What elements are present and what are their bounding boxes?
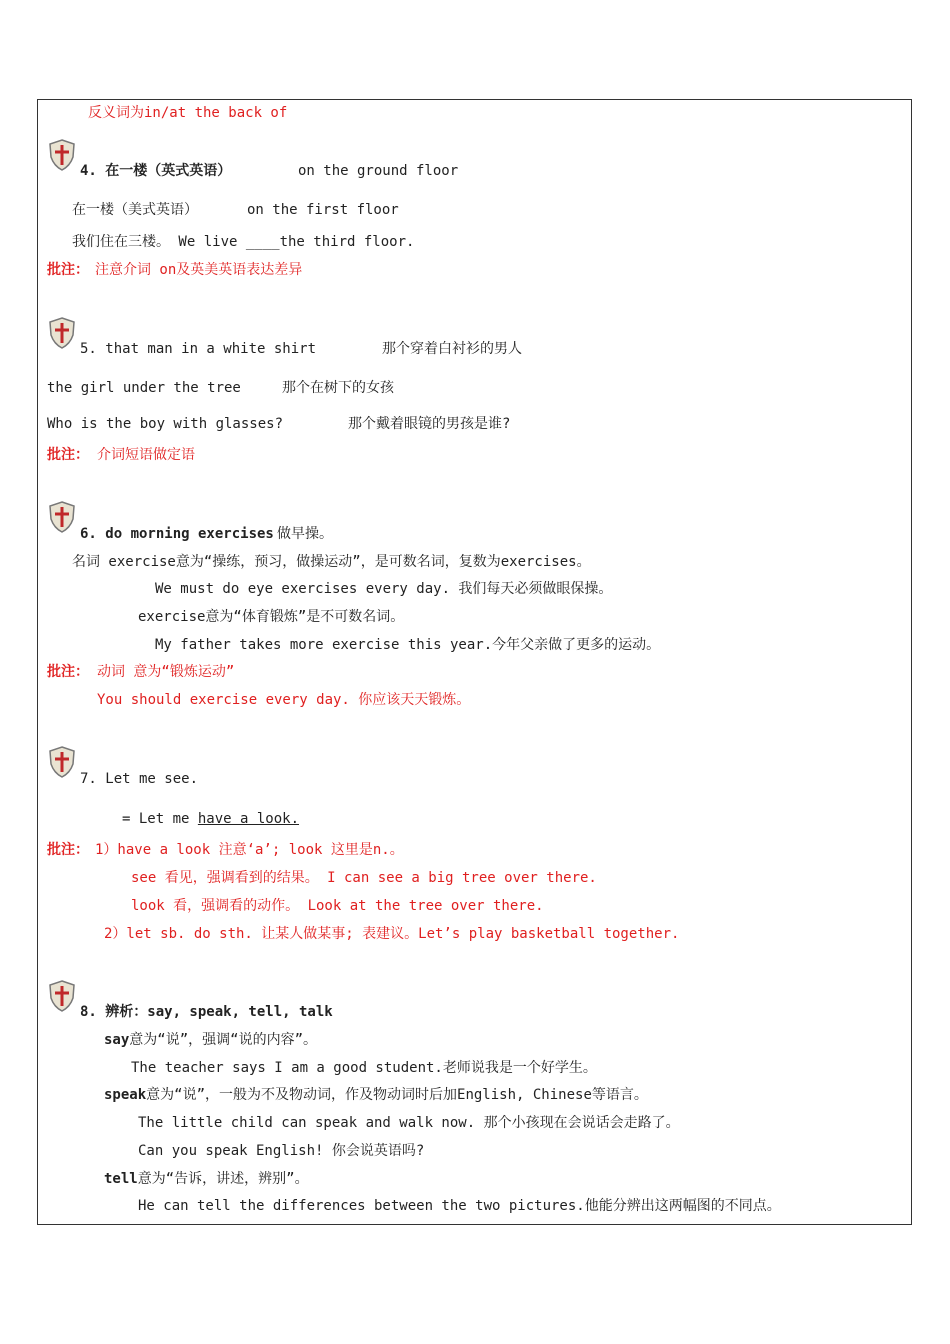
item-5-example: the girl under the tree: [47, 380, 241, 396]
item-5-example: Who is the boy with glasses?: [47, 416, 284, 432]
item-6-heading: 6. do morning exercises: [80, 526, 274, 542]
annotation-text: look 看，强调看的动作。 Look at the tree over there.: [131, 898, 544, 914]
shield-cross-icon: [49, 139, 75, 171]
item-6-line: exercise意为“体育锻炼”是不可数名词。: [138, 609, 405, 625]
annotation-label: 批注：: [47, 664, 89, 680]
item-6-line: We must do eye exercises every day. 我们每天必须做眼保操。: [155, 581, 613, 597]
item-6-chinese: 做早操。: [277, 526, 333, 542]
item-8-line: The little child can speak and walk now. 那个小孩现在会说话会走路了。: [138, 1115, 680, 1131]
item-8-heading: 8. 辨析：say, speak, tell, talk: [80, 1004, 333, 1020]
shield-cross-icon: [49, 501, 75, 533]
antonym-note: 反义词为in/at the back of: [88, 105, 288, 121]
item-5-chinese: 那个穿着白衬衫的男人: [382, 341, 522, 357]
item-8-line: [104, 1170, 309, 1188]
definition: 意为“说”，强调“说的内容”。: [129, 1032, 318, 1048]
item-8-line: [104, 1031, 317, 1049]
keyword: say: [104, 1032, 130, 1048]
shield-cross-icon: [49, 746, 75, 778]
annotation-label: 批注：: [47, 262, 89, 278]
item-8-line: [104, 1086, 648, 1104]
item-8-line: He can tell the differences between the two pictures.他能分辨出这两幅图的不同点。: [138, 1198, 781, 1214]
item-4-english: on the ground floor: [298, 163, 459, 179]
item-5-heading: 5. that man in a white shirt: [80, 341, 317, 357]
item-7-equivalent-text: = Let me: [122, 811, 198, 827]
item-4-exercise: 我们住在三楼。 We live ____the third floor.: [72, 234, 415, 250]
definition: 意为“说”，一般为不及物动词，作及物动词时后加English, Chinese等语言。: [146, 1087, 648, 1103]
item-8-line: The teacher says I am a good student.老师说我是一个好学生。: [131, 1060, 597, 1076]
item-6-line: 名词 exercise意为“操练，预习，做操运动”，是可数名词，复数为exercises。: [72, 554, 591, 570]
keyword: tell: [104, 1171, 138, 1187]
item-5-example-chinese: 那个戴着眼镜的男孩是谁?: [348, 416, 511, 432]
shield-cross-icon: [49, 317, 75, 349]
item-5-example-chinese: 那个在树下的女孩: [282, 380, 394, 396]
item-6-line: My father takes more exercise this year.今年父亲做了更多的运动。: [155, 637, 661, 653]
annotation-text: 1）have a look 注意‘a’; look 这里是n.。: [95, 842, 404, 858]
annotation-text: 动词 意为“锻炼运动”: [97, 664, 235, 680]
annotation-label: 批注：: [47, 447, 89, 463]
item-7-equivalent: [122, 810, 299, 828]
item-7-heading: 7. Let me see.: [80, 771, 199, 787]
definition: 意为“告诉，讲述，辨别”。: [137, 1171, 309, 1187]
annotation-text: see 看见，强调看到的结果。 I can see a big tree over there.: [131, 870, 597, 886]
keyword: speak: [104, 1087, 147, 1103]
annotation-text: 注意介词 on及英美英语表达差异: [95, 262, 303, 278]
annotation-text: 2）let sb. do sth. 让某人做某事; 表建议。Let’s play basketball together.: [104, 926, 680, 942]
annotation-text: 介词短语做定语: [97, 447, 195, 463]
shield-cross-icon: [49, 980, 75, 1012]
item-4-us-chinese: 在一楼（美式英语）: [72, 202, 198, 218]
item-8-line: Can you speak English! 你会说英语吗?: [138, 1143, 425, 1159]
annotation-label: 批注：: [47, 842, 89, 858]
item-7-underlined-phrase: have a look.: [197, 811, 300, 827]
annotation-text: You should exercise every day. 你应该天天锻炼。: [97, 692, 471, 708]
item-4-heading: 4. 在一楼（英式英语）: [80, 163, 232, 179]
item-4-us-english: on the first floor: [247, 202, 399, 218]
